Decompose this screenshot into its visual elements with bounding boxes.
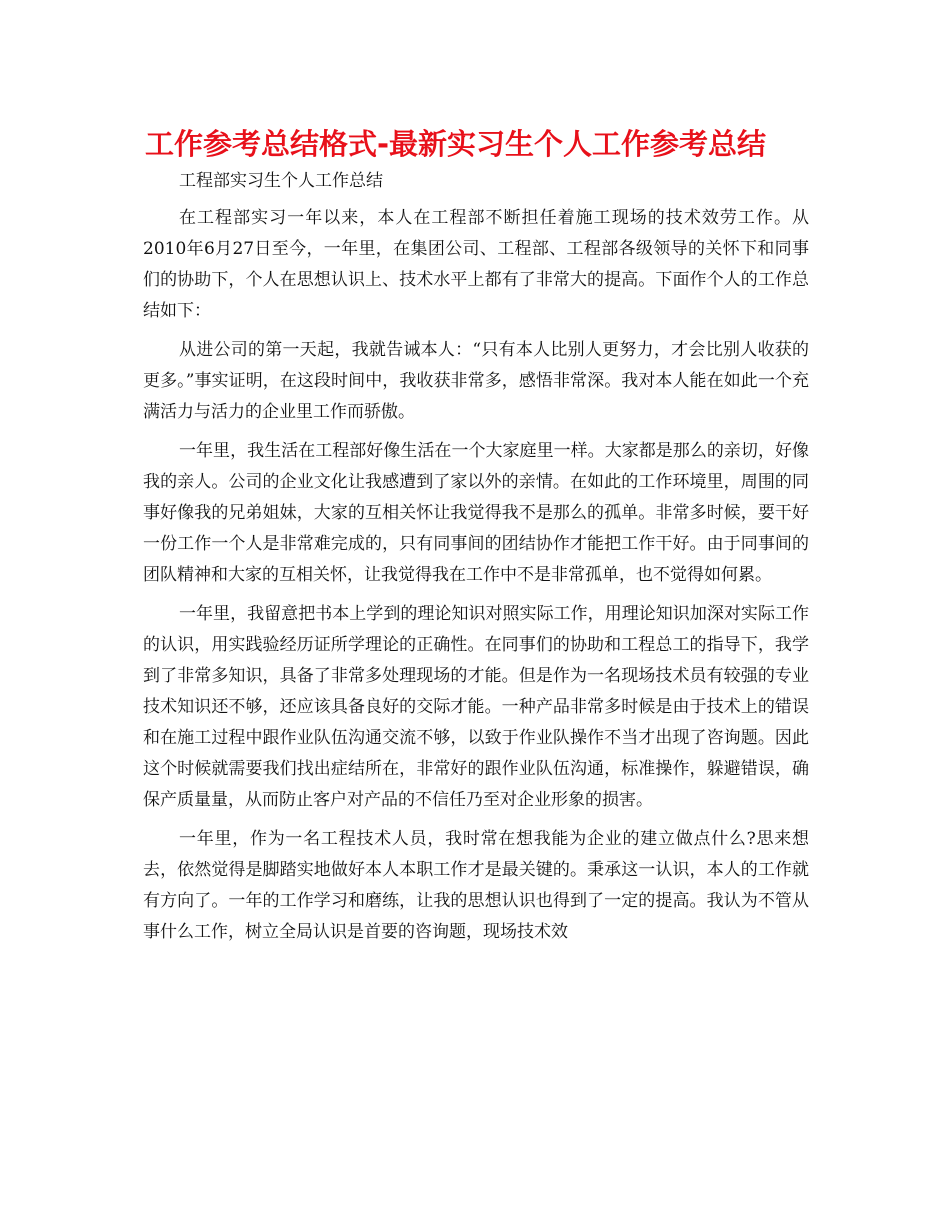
paragraph-first-day: 从进公司的第一天起，我就告诫本人：“只有本人比别人更努力，才会比别人收获的更多。”事实证明，在这段时间中，我收获非常多，感悟非常深。我对本人能在如此一个充满活力与活力的企业里工作而骄傲。	[143, 340, 809, 422]
document-title: 工作参考总结格式-最新实习生个人工作参考总结	[145, 127, 767, 161]
paragraph-intro: 在工程部实习一年以来，本人在工程部不断担任着施工现场的技术效劳工作。从2010年6月27日至今，一年里，在集团公司、工程部、工程部各级领导的关怀下和同事们的协助下，个人在思想认识上、技术水平上都有了非常大的提高。下面作个人的工作总结如下：	[143, 208, 809, 321]
paragraph-team-family: 一年里，我生活在工程部好像生活在一个大家庭里一样。大家都是那么的亲切，好像我的亲人。公司的企业文化让我感遭到了家以外的亲情。在如此的工作环境里，周围的同事好像我的兄弟姐妹，大家的互相关怀让我觉得我不是那么的孤单。非常多时候，要干好一份工作一个人是非常难完成的，只有同事间的团结协作才能把工作干好。由于同事间的团队精神和大家的互相关怀，让我觉得我在工作中不是非常孤单，也不觉得如何累。	[143, 441, 809, 585]
paragraph-theory-practice: 一年里，我留意把书本上学到的理论知识对照实际工作，用理论知识加深对实际工作的认识，用实践验经历证所学理论的正确性。在同事们的协助和工程总工的指导下，我学到了非常多知识，具备了非常多处理现场的才能。但是作为一名现场技术员有较强的专业技术知识还不够，还应该具备良好的交际才能。一种产品非常多时候是由于技术上的错误和在施工过程中跟作业队伍沟通交流不够，以致于作业队操作不当才出现了咨询题。因此这个时候就需要我们找出症结所在，非常好的跟作业队伍沟通，标准操作，躲避错误，确保产质量量，从而防止客户对产品的不信任乃至对企业形象的损害。	[143, 604, 809, 810]
document-body	[143, 166, 809, 956]
section-heading: 工程部实习生个人工作总结	[179, 171, 383, 191]
paragraph-contribution: 一年里，作为一名工程技术人员，我时常在想我能为企业的建立做点什么?思来想去，依然觉得是脚踏实地做好本人本职工作才是最关键的。秉承这一认识，本人的工作就有方向了。一年的工作学习和磨练，让我的思想认识也得到了一定的提高。我认为不管从事什么工作，树立全局认识是首要的咨询题，现场技术效	[143, 829, 809, 942]
